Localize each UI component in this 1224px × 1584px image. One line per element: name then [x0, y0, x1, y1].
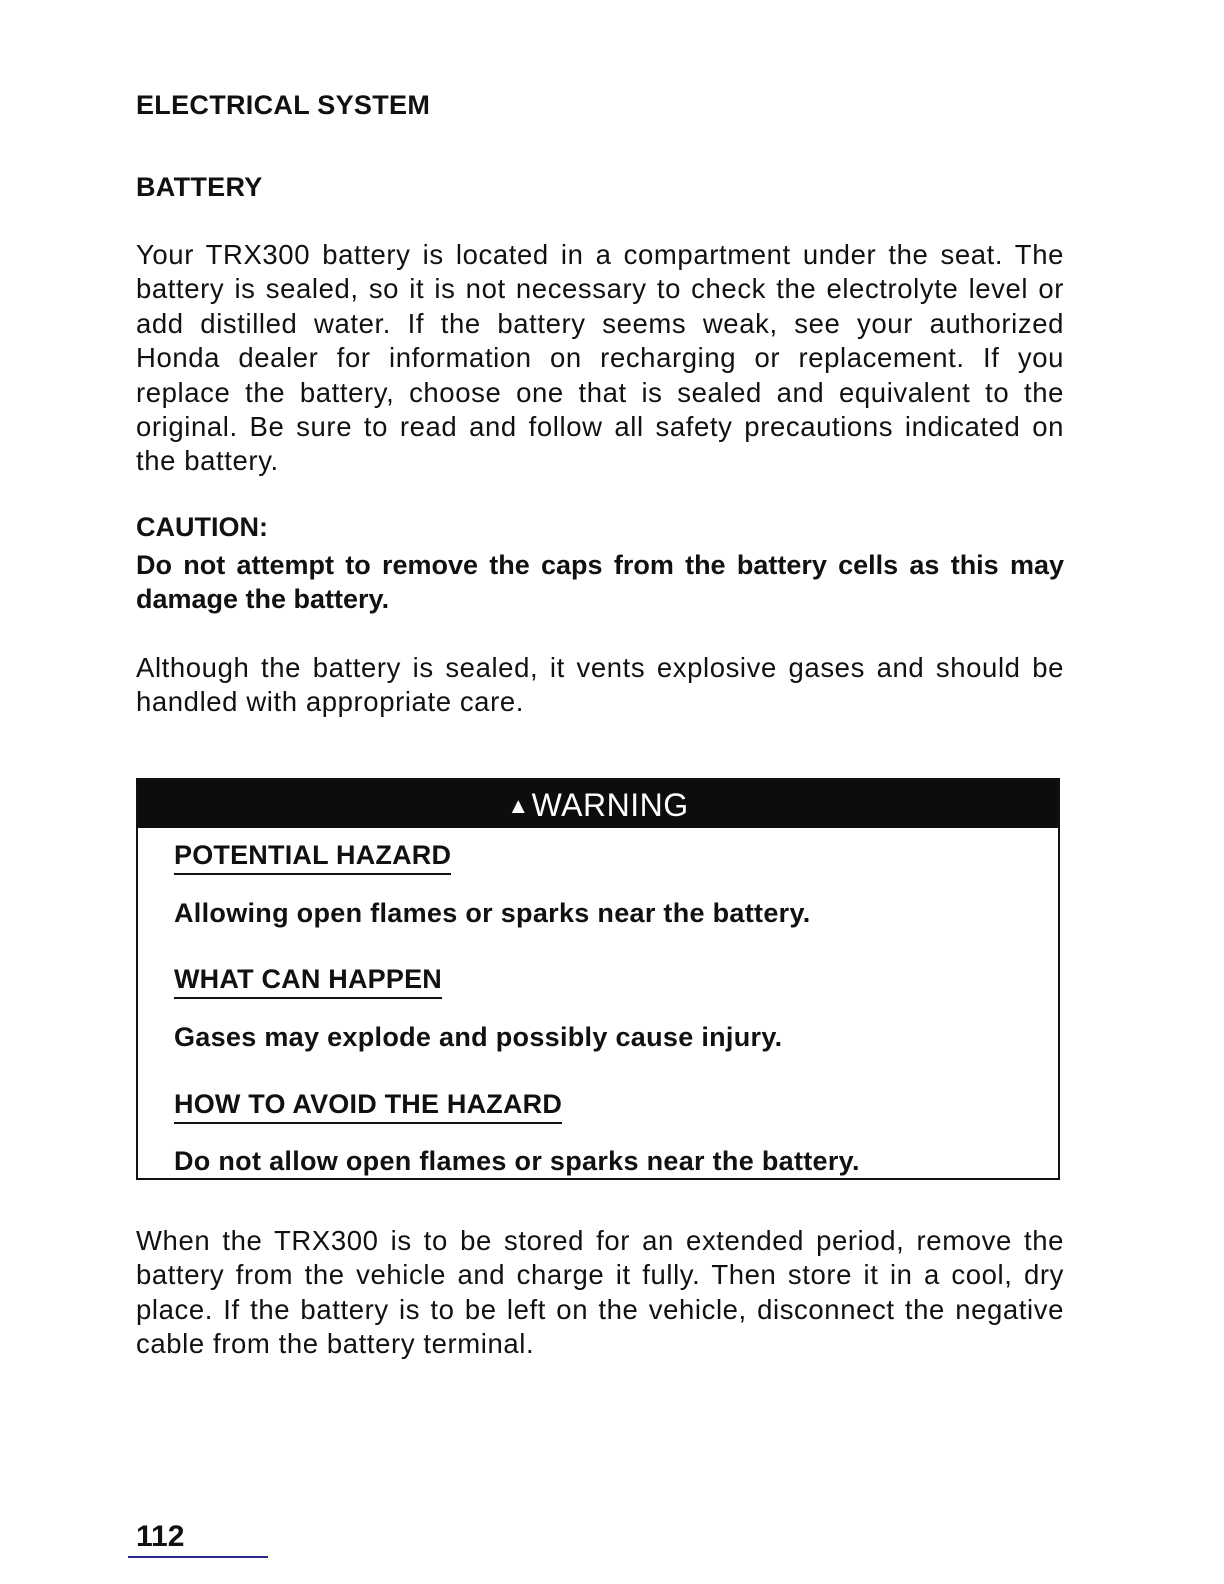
hazard-text: Allowing open flames or sparks near the battery. — [174, 898, 811, 928]
warning-box — [136, 778, 1060, 1180]
warning-triangle-icon: ▲ — [507, 793, 530, 818]
page-number: 112 — [136, 1520, 185, 1553]
avoid-text: Do not allow open flames or sparks near the battery. — [174, 1146, 860, 1176]
hazard-heading: POTENTIAL HAZARD — [174, 840, 451, 875]
caution-title: CAUTION: — [136, 512, 268, 542]
intro-paragraph: Your TRX300 battery is located in a compartment under the seat. The battery is sealed, so it is not necessary to check the electrolyte level or add distilled water. If the battery seems weak, see your authorized Honda dealer for information on recharging or replacement. If you replace the battery, choose one that is sealed and equivalent to the original. Be sure to read and follow all safety precautions indicated on the battery. — [136, 239, 1064, 477]
vent-paragraph: Although the battery is sealed, it vents explosive gases and should be handled with appropriate care. — [136, 652, 1064, 718]
section-title: ELECTRICAL SYSTEM — [136, 90, 431, 120]
warning-title: WARNING — [531, 787, 689, 823]
subsection-title: BATTERY — [136, 172, 263, 202]
warning-header — [138, 780, 1058, 828]
storage-paragraph: When the TRX300 is to be stored for an extended period, remove the battery from the vehicle and charge it fully. Then store it in a cool, dry place. If the battery is to be left on the vehicle, disconnect the negative cable from the battery terminal. — [136, 1225, 1064, 1360]
page-number-rule — [128, 1556, 268, 1558]
caution-text: Do not attempt to remove the caps from the battery cells as this may damage the battery. — [136, 550, 1064, 614]
happen-heading: WHAT CAN HAPPEN — [174, 964, 442, 999]
avoid-heading: HOW TO AVOID THE HAZARD — [174, 1089, 562, 1124]
happen-text: Gases may explode and possibly cause injury. — [174, 1022, 783, 1052]
